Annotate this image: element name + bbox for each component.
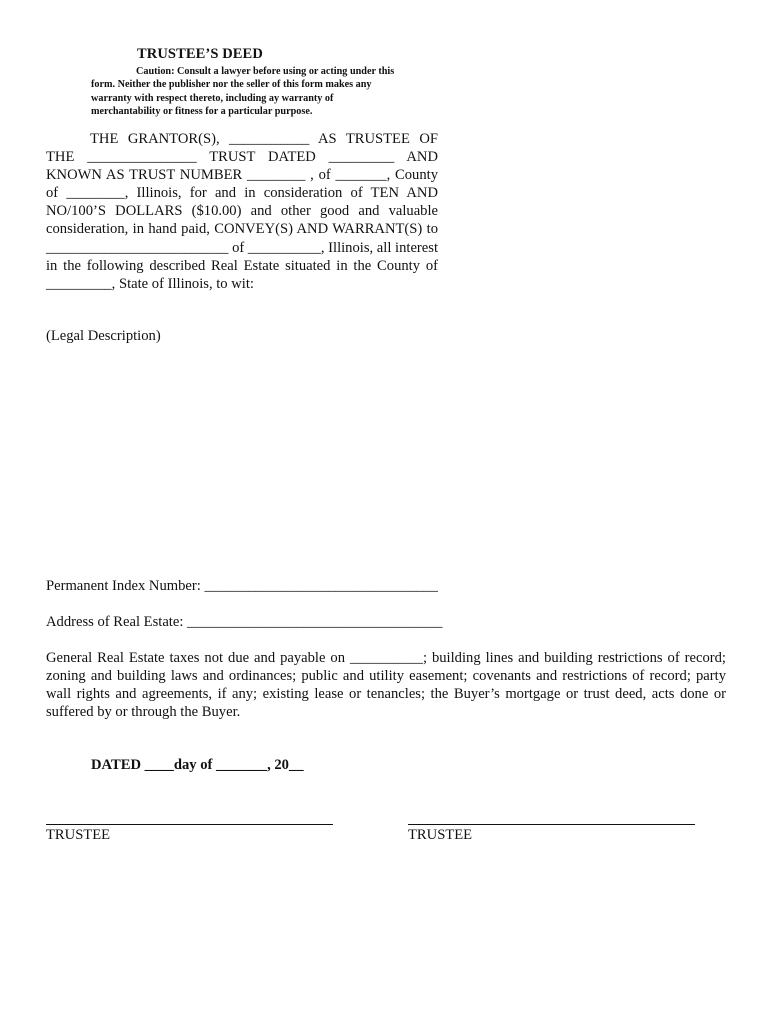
caution-line: merchantability or fitness for a particular purpose.	[91, 106, 313, 118]
taxes-paragraph: General Real Estate taxes not due and payable on __________; building lines and building restrictions of record; zoning and building laws and ordinances; public and utility easement; covenants and restrictions of record; party wall rights and agreements, if any; existing lease or tenancles; the Buyer’s mortgage or trust deed, acts done or suffered by or through the Buyer.	[46, 650, 726, 721]
caution-line: warranty with respect thereto, including ay warranty of	[91, 92, 334, 104]
caution-line: Caution: Consult a lawyer before using or acting under this	[136, 66, 395, 77]
signature-line-right	[408, 824, 695, 825]
signature-line-left	[46, 824, 333, 825]
address-of-real-estate: Address of Real Estate: ___________________________________	[46, 614, 443, 630]
grantor-paragraph	[46, 130, 438, 293]
dated-line: DATED ____day of _______, 20__	[91, 757, 304, 773]
signature-label-left: TRUSTEE	[46, 827, 111, 843]
signature-label-right: TRUSTEE	[408, 827, 473, 843]
permanent-index-number: Permanent Index Number: ________________________________	[46, 578, 438, 594]
legal-description: (Legal Description)	[46, 328, 161, 344]
grantor-text: THE GRANTOR(S), ___________ AS TRUSTEE OF THE _______________ TRUST DATED _________ AND KNOWN AS TRUST NUMBER ________ , of _______, County of ________, Illinois, for and in consideration of TEN AND NO/100’S DOLLARS ($10.00) and other good and valuable consideration, in hand paid, CONVEY(S) AND WARRANT(S) to _________________________ of __________, Illinois, all interest in the following described Real Estate situated in the County of _________, State of Illinois, to wit:	[46, 131, 438, 292]
caution-line: form. Neither the publisher nor the seller of this form makes any	[91, 79, 372, 91]
document-title: TRUSTEE’S DEED	[137, 46, 263, 62]
caution-notice	[91, 65, 436, 119]
